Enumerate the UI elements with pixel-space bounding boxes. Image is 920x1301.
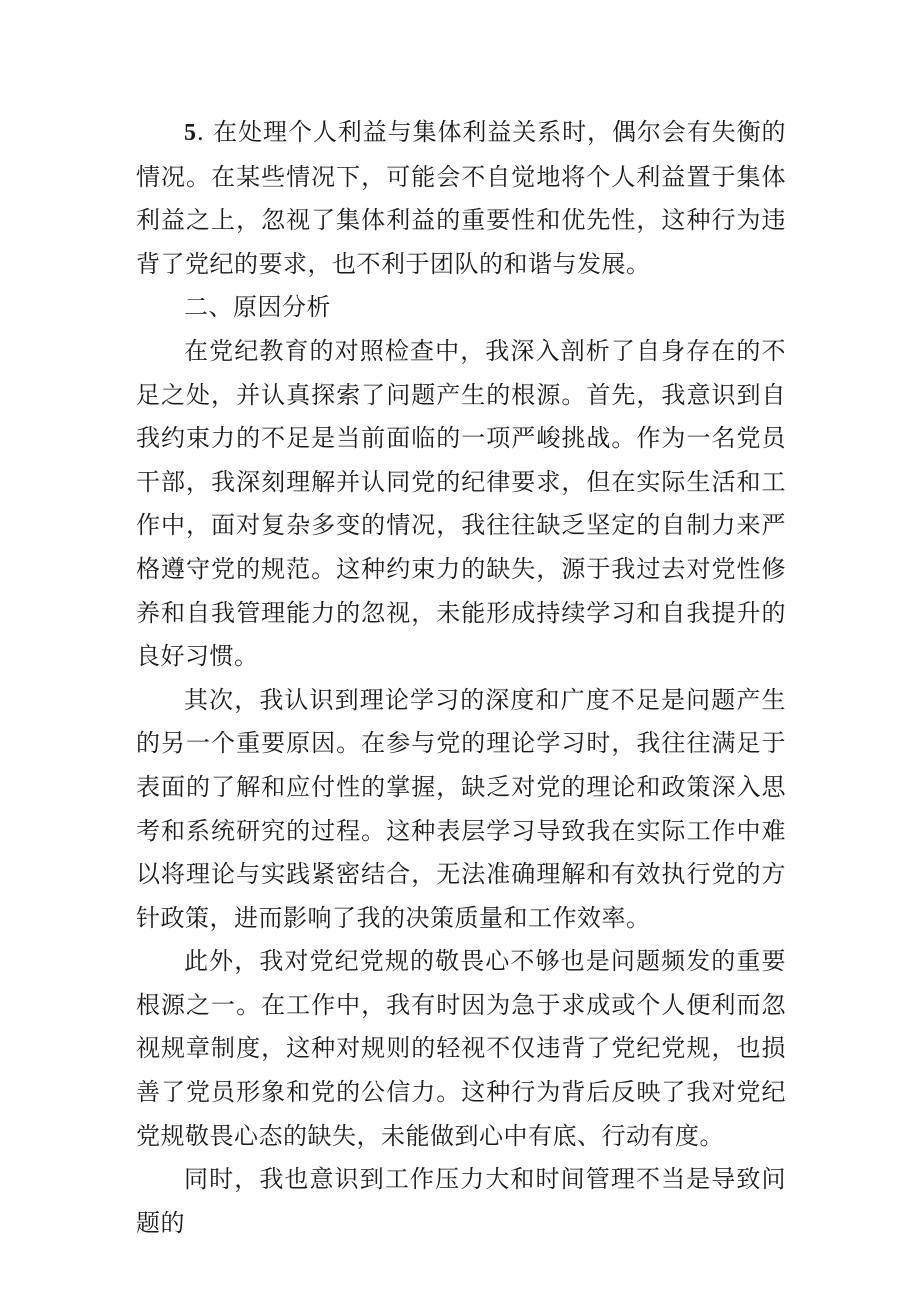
item-5-paragraph	[136, 111, 786, 286]
body-paragraph-4: 同时，我也意识到工作压力大和时间管理不当是导致问题的	[136, 1165, 786, 1237]
body-paragraph-1: 在党纪教育的对照检查中，我深入剖析了自身存在的不足之处，并认真探索了问题产生的根源。首先，我意识到自我约束力的不足是当前面临的一项严峻挑战。作为一名党员干部，我深刻理解并认同党的纪律要求，但在实际生活和工作中，面对复杂多变的情况，我往往缺乏坚定的自制力来严格遵守党的规范。这种约束力的缺失，源于我过去对党性修养和自我管理能力的忽视，未能形成持续学习和自我提升的良好习惯。	[136, 336, 786, 671]
body-paragraph-2: 其次，我认识到理论学习的深度和广度不足是问题产生的另一个重要原因。在参与党的理论学习时，我往往满足于表面的了解和应付性的掌握，缺乏对党的理论和政策深入思考和系统研究的过程。这种表层学习导致我在实际工作中难以将理论与实践紧密结合，无法准确理解和有效执行党的方针政策，进而影响了我的决策质量和工作效率。	[136, 685, 786, 932]
body-paragraph-3: 此外，我对党纪党规的敬畏心不够也是问题频发的重要根源之一。在工作中，我有时因为急于求成或个人便利而忽视规章制度，这种对规则的轻视不仅违背了党纪党规，也损善了党员形象和党的公信力。这种行为背后反映了我对党纪党规敬畏心态的缺失，未能做到心中有底、行动有度。	[136, 947, 786, 1150]
document-body	[136, 111, 786, 1245]
section-heading: 二、原因分析	[184, 293, 331, 322]
item-5-text: . 在处理个人利益与集体利益关系时，偶尔会有失衡的情况。在某些情况下，可能会不自觉地将个人利益置于集体利益之上，忽视了集体利益的重要性和优先性，这种行为违背了党纪的要求，也不利于团队的和谐与发展。	[136, 118, 786, 278]
item-5-number: 5	[184, 120, 197, 146]
